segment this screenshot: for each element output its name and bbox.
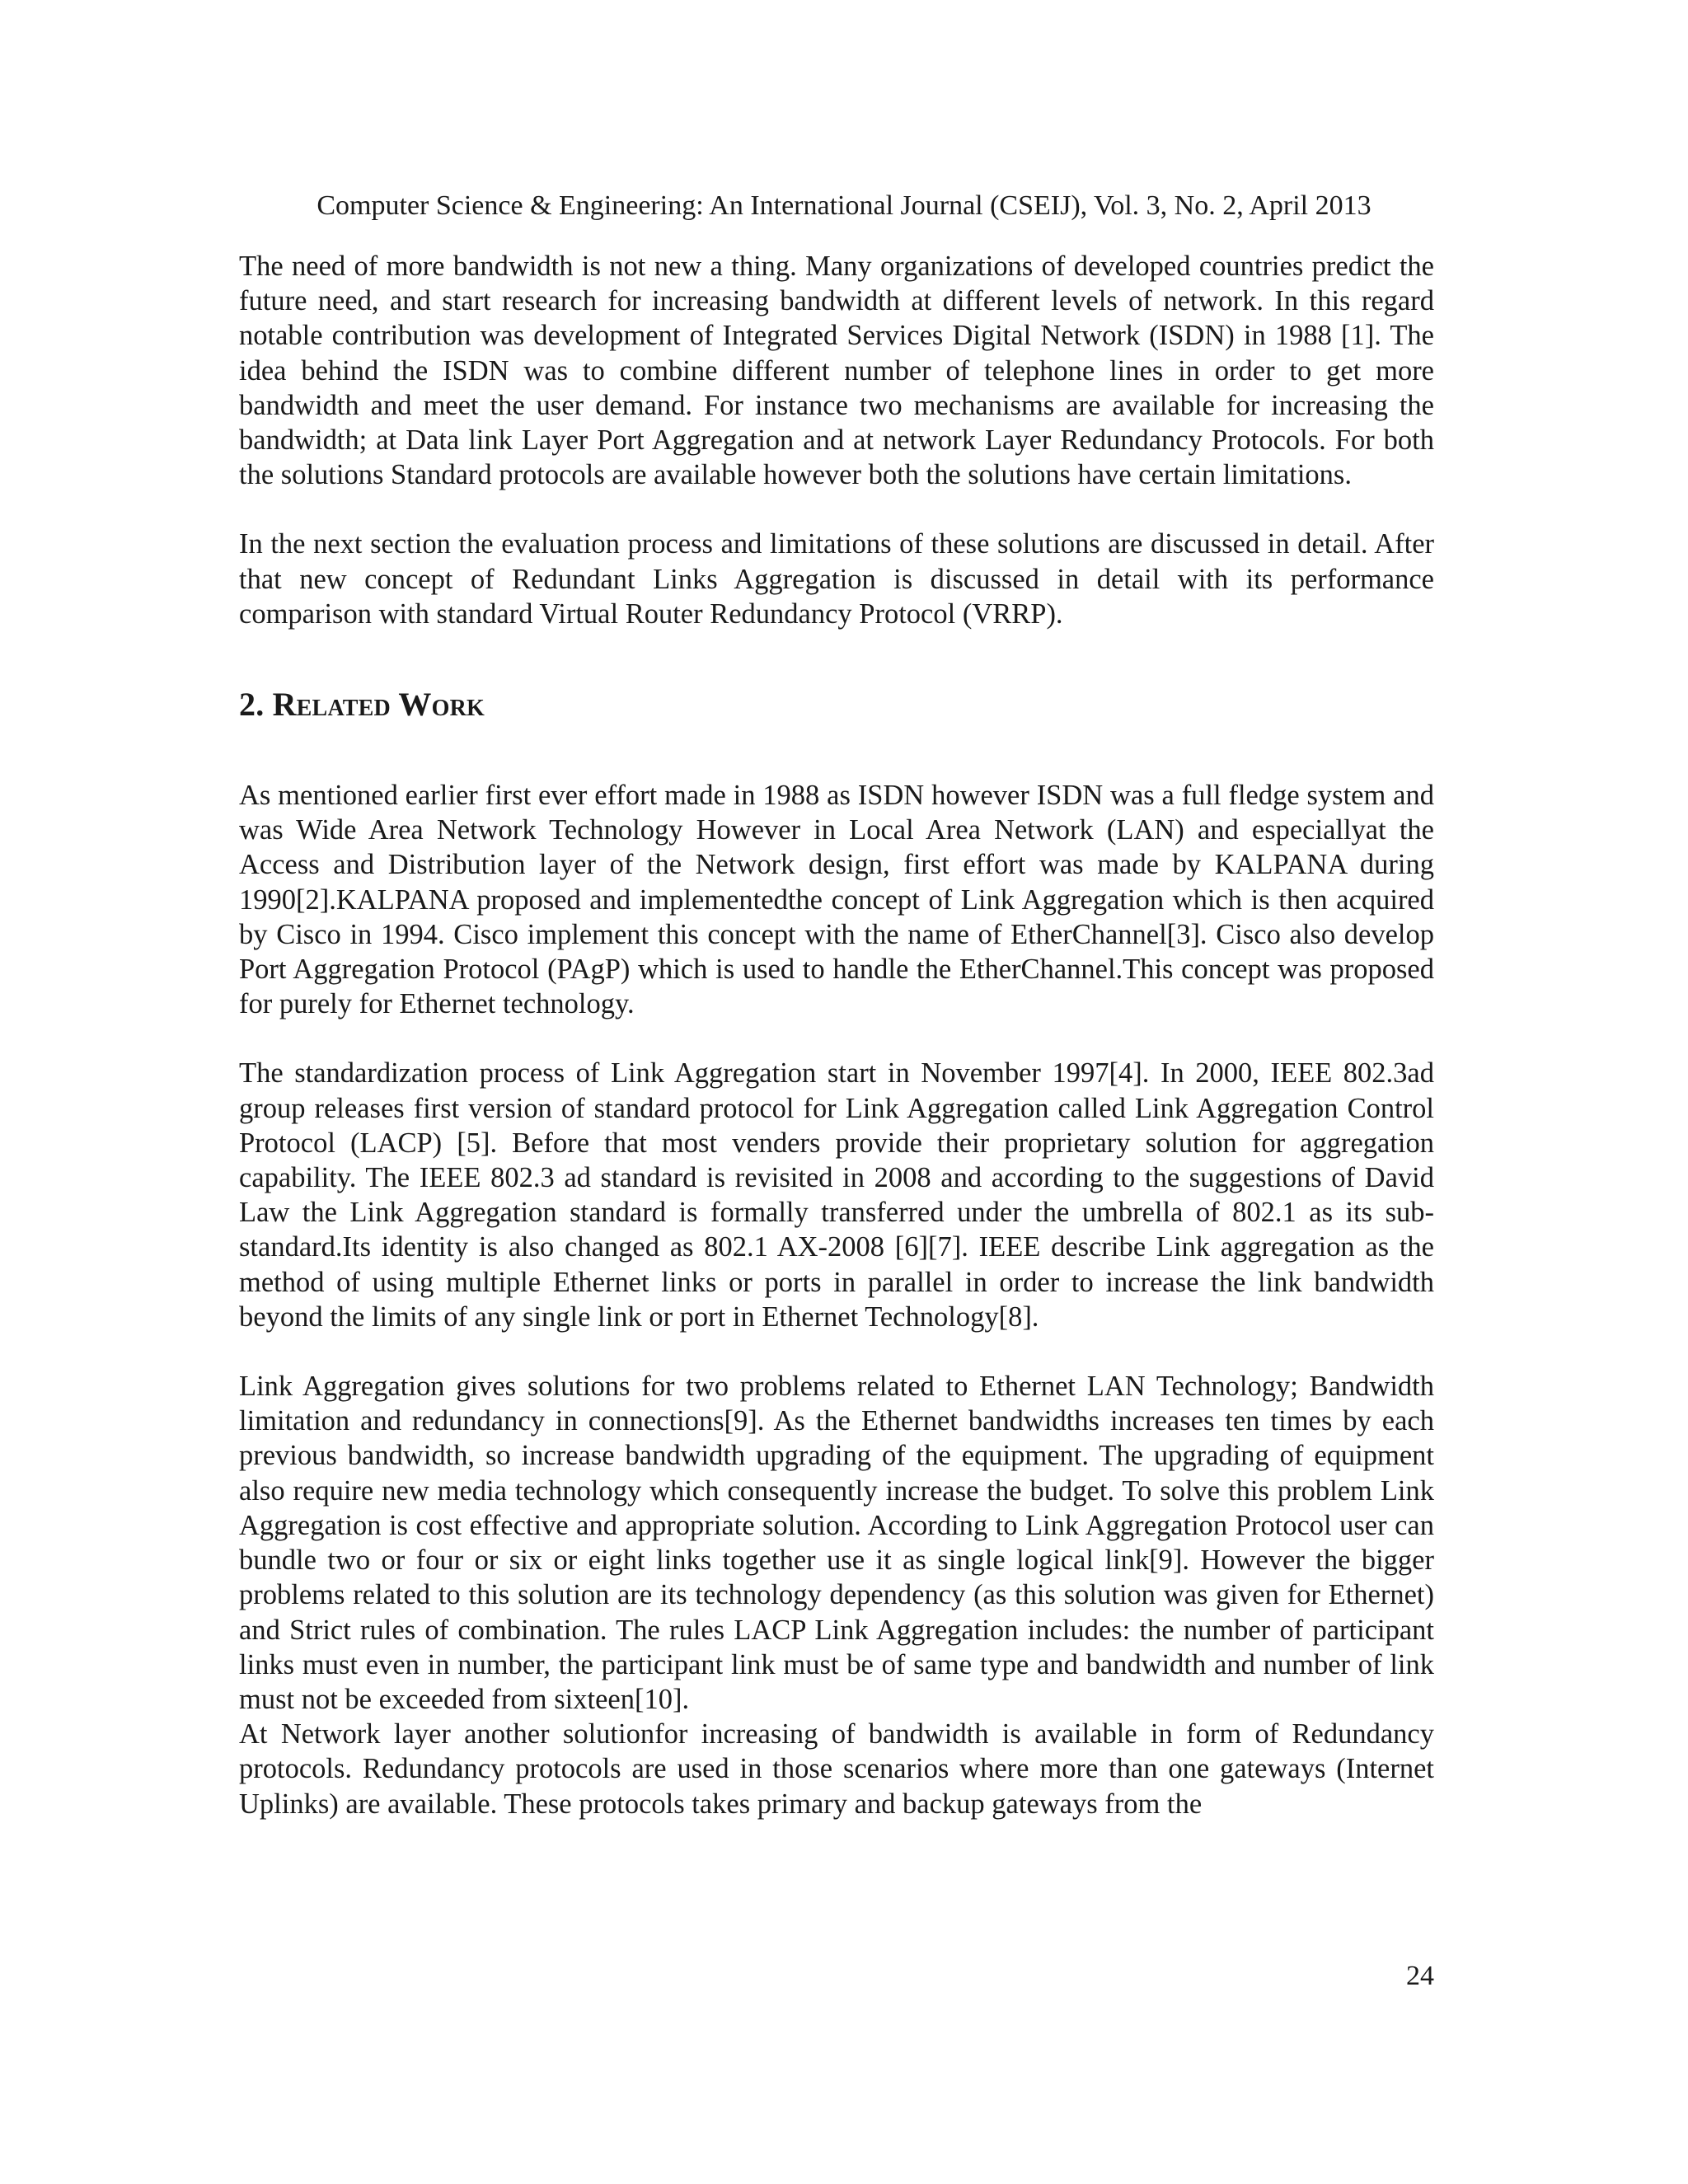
paragraph-redundancy-protocols: At Network layer another solutionfor increasing of bandwidth is available in form of Redundancy protocols. Redundancy protocols are used in those scenarios where more than one gateways (Internet Uplinks) are available. These protocols takes primary and backup gateways from the <box>239 1718 1434 1820</box>
paragraph-next-section: In the next section the evaluation process and limitations of these solutions are discussed in detail. After that new concept of Redundant Links Aggregation is discussed in detail with its performance comparison with standard Virtual Router Redundancy Protocol (VRRP). <box>239 528 1434 630</box>
paragraph-link-aggregation-solutions: Link Aggregation gives solutions for two problems related to Ethernet LAN Technology; Bandwidth limitation and redundancy in connections[9]. As the Ethernet bandwidths increases ten times by each previous bandwidth, so increase bandwidth upgrading of the equipment. The upgrading of equipment also require new media technology which consequently increase the budget. To solve this problem Link Aggregation is cost effective and appropriate solution. According to Link Aggregation Protocol user can bundle two or four or six or eight links together use it as single logical link[9]. However the bigger problems related to this solution are its technology dependency (as this solution was given for Ethernet) and Strict rules of combination. The rules LACP Link Aggregation includes: the number of participant links must even in number, the participant link must be of same type and bandwidth and number of link must not be exceeded from sixteen[10]. <box>239 1371 1434 1715</box>
paragraph-isdn-kalpana: As mentioned earlier first ever effort made in 1988 as ISDN however ISDN was a full fledge system and was Wide Area Network Technology However in Local Area Network (LAN) and especiallyat the Access and Distribution layer of the Network design, first effort was made by KALPANA during 1990[2].KALPANA proposed and implementedthe concept of Link Aggregation which is then acquired by Cisco in 1994. Cisco implement this concept with the name of EtherChannel[3]. Cisco also develop Port Aggregation Protocol (PAgP) which is used to handle the EtherChannel.This concept was proposed for purely for Ethernet technology. <box>239 780 1434 1020</box>
paragraph-standardization: The standardization process of Link Aggregation start in November 1997[4]. In 2000, IEEE 802.3ad group releases first version of standard protocol for Link Aggregation called Link Aggregation Control Protocol (LACP) [5]. Before that most venders provide their proprietary solution for aggregation capability. The IEEE 802.3 ad standard is revisited in 2008 and according to the suggestions of David Law the Link Aggregation standard is formally transferred under the umbrella of 802.1 as its sub-standard.Its identity is also changed as 802.1 AX-2008 [6][7]. IEEE describe Link aggregation as the method of using multiple Ethernet links or ports in parallel in order to increase the link bandwidth beyond the limits of any single link or port in Ethernet Technology[8]. <box>239 1057 1434 1333</box>
body-text <box>239 249 1434 1821</box>
paragraph-bandwidth-need: The need of more bandwidth is not new a thing. Many organizations of developed countries predict the future need, and start research for increasing bandwidth at different levels of network. In this regard notable contribution was development of Integrated Services Digital Network (ISDN) in 1988 [1]. The idea behind the ISDN was to combine different number of telephone lines in order to get more bandwidth and meet the user demand. For instance two mechanisms are available for increasing the bandwidth; at Data link Layer Port Aggregation and at network Layer Redundancy Protocols. For both the solutions Standard protocols are available however both the solutions have certain limitations. <box>239 251 1434 491</box>
section-heading-related-work: 2. Related Work <box>239 686 485 724</box>
page-number: 24 <box>1406 1961 1434 1991</box>
running-header: Computer Science & Engineering: An International Journal (CSEIJ), Vol. 3, No. 2, April 2013 <box>316 190 1372 221</box>
